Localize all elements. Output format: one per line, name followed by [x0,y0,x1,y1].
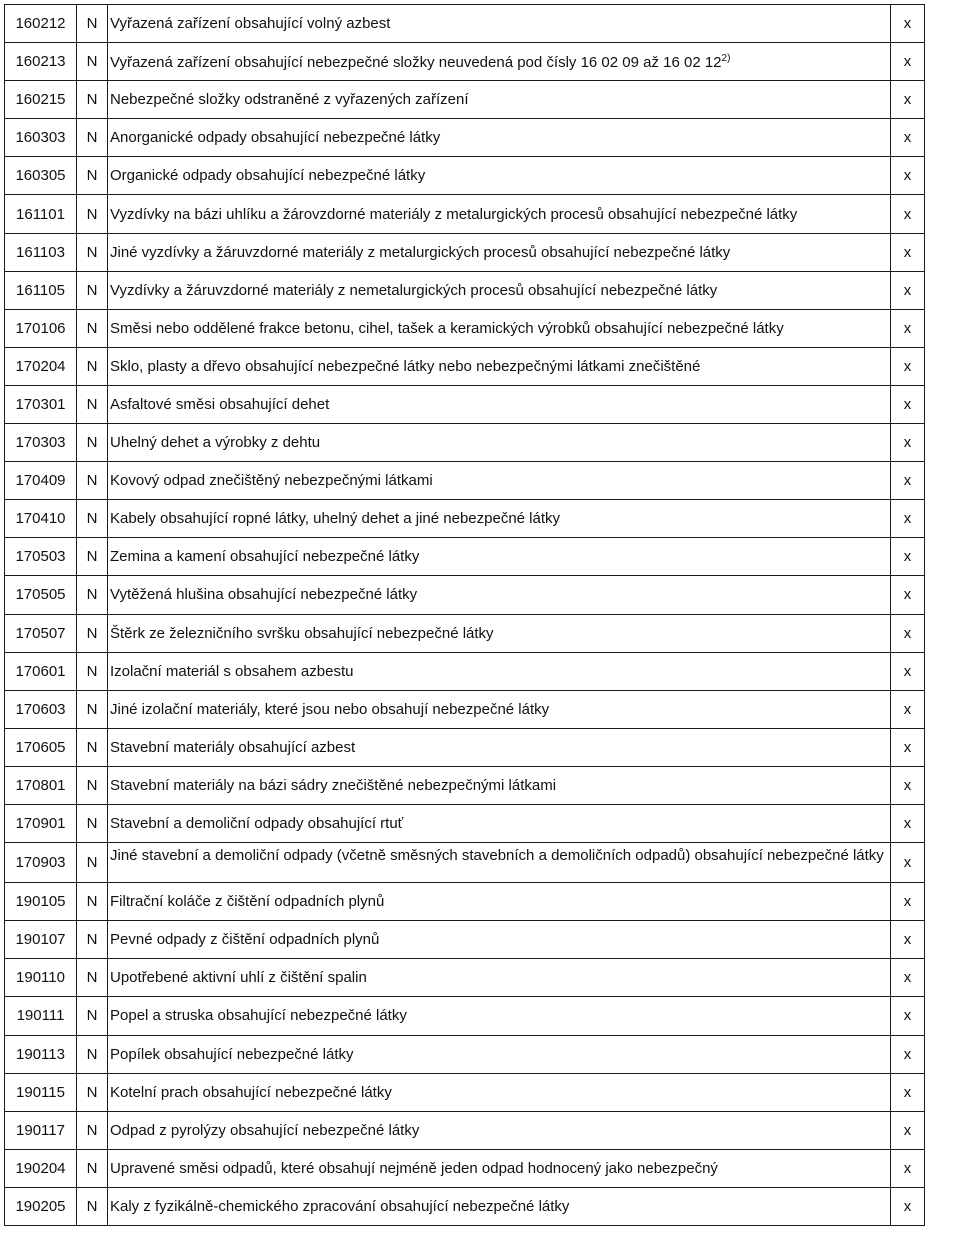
description-text: Kabely obsahující ropné látky, uhelný dehet a jiné nebezpečné látky [110,510,561,528]
table-row [5,728,925,766]
waste-code-cell: 170106 [5,309,77,347]
description-cell [108,690,891,728]
waste-code-cell: 170409 [5,462,77,500]
description-text: Sklo, plasty a dřevo obsahující nebezpečné látky nebo nebezpečnými látkami znečištěné [110,357,701,375]
waste-catalogue-table [4,4,925,1226]
category-cell: N [77,1111,108,1149]
table-row [5,43,925,81]
table-row [5,81,925,119]
description-cell [108,576,891,614]
table-row [5,347,925,385]
mark-cell: x [891,195,925,233]
description-cell [108,843,891,883]
description-text: Vyzdívky na bázi uhlíku a žárovzdorné materiály z metalurgických procesů obsahující nebezpečné látky [110,205,798,223]
mark-cell: x [891,614,925,652]
description-text: Popel a struska obsahující nebezpečné látky [110,1007,407,1025]
mark-cell: x [891,309,925,347]
category-cell: N [77,43,108,81]
table-row [5,843,925,883]
table-row [5,195,925,233]
category-cell: N [77,81,108,119]
mark-cell: x [891,959,925,997]
category-cell: N [77,119,108,157]
mark-cell: x [891,728,925,766]
waste-code-cell: 190107 [5,921,77,959]
waste-code-cell: 161105 [5,271,77,309]
mark-cell: x [891,157,925,195]
waste-code-cell: 190205 [5,1187,77,1225]
category-cell: N [77,766,108,804]
category-cell: N [77,883,108,921]
description-text: Stavební materiály obsahující azbest [110,738,356,756]
waste-code-cell: 170801 [5,766,77,804]
category-cell: N [77,347,108,385]
mark-cell: x [891,576,925,614]
waste-code-cell: 160215 [5,81,77,119]
description-cell [108,309,891,347]
description-cell [108,1111,891,1149]
table-row [5,652,925,690]
table-row [5,1149,925,1187]
description-cell [108,157,891,195]
waste-code-cell: 170903 [5,843,77,883]
waste-code-cell: 160305 [5,157,77,195]
category-cell: N [77,424,108,462]
table-row [5,538,925,576]
description-text: Vyřazená zařízení obsahující nebezpečné složky neuvedená pod čísly 16 02 09 až 16 02 12 [110,53,722,71]
category-cell: N [77,500,108,538]
mark-cell: x [891,766,925,804]
description-text: Jiné vyzdívky a žáruvzdorné materiály z metalurgických procesů obsahující nebezpečné látky [110,243,731,261]
mark-cell: x [891,43,925,81]
footnote-marker: 2) [721,52,731,64]
table-body [5,5,925,1226]
table-row [5,271,925,309]
category-cell: N [77,652,108,690]
table-row [5,1111,925,1149]
description-text: Asfaltové směsi obsahující dehet [110,395,330,413]
table-row [5,614,925,652]
table-row [5,804,925,842]
table-row [5,959,925,997]
description-cell [108,233,891,271]
description-text: Jiné izolační materiály, které jsou nebo obsahují nebezpečné látky [110,700,550,718]
mark-cell: x [891,271,925,309]
category-cell: N [77,959,108,997]
waste-code-cell: 170204 [5,347,77,385]
description-cell [108,728,891,766]
description-cell [108,5,891,43]
waste-code-cell: 161101 [5,195,77,233]
description-cell [108,1035,891,1073]
description-text: Vyřazená zařízení obsahující volný azbest [110,15,391,33]
description-cell [108,385,891,423]
table-row [5,309,925,347]
description-text: Pevné odpady z čištění odpadních plynů [110,931,380,949]
table-row [5,500,925,538]
table-row [5,997,925,1035]
category-cell: N [77,1187,108,1225]
mark-cell: x [891,921,925,959]
description-text: Vyzdívky a žáruvzdorné materiály z nemetalurgických procesů obsahující nebezpečné látky [110,281,718,299]
mark-cell: x [891,652,925,690]
description-cell [108,921,891,959]
table-row [5,385,925,423]
table-row [5,119,925,157]
description-text: Stavební a demoliční odpady obsahující rtuť [110,815,404,833]
mark-cell: x [891,1149,925,1187]
category-cell: N [77,233,108,271]
table-row [5,1073,925,1111]
waste-code-cell: 170503 [5,538,77,576]
mark-cell: x [891,883,925,921]
waste-code-cell: 170505 [5,576,77,614]
category-cell: N [77,309,108,347]
description-cell [108,766,891,804]
category-cell: N [77,921,108,959]
mark-cell: x [891,462,925,500]
category-cell: N [77,1035,108,1073]
mark-cell: x [891,500,925,538]
description-cell [108,424,891,462]
mark-cell: x [891,119,925,157]
description-cell [108,500,891,538]
mark-cell: x [891,81,925,119]
mark-cell: x [891,843,925,883]
category-cell: N [77,5,108,43]
table-row [5,921,925,959]
table-row [5,576,925,614]
mark-cell: x [891,1035,925,1073]
category-cell: N [77,271,108,309]
waste-code-cell: 170301 [5,385,77,423]
description-text: Filtrační koláče z čištění odpadních plynů [110,893,385,911]
waste-code-cell: 170603 [5,690,77,728]
table-row [5,883,925,921]
table-row [5,233,925,271]
mark-cell: x [891,538,925,576]
waste-code-cell: 170303 [5,424,77,462]
category-cell: N [77,997,108,1035]
waste-code-cell: 160303 [5,119,77,157]
category-cell: N [77,804,108,842]
category-cell: N [77,538,108,576]
description-cell [108,804,891,842]
table-row [5,5,925,43]
table-row [5,424,925,462]
description-text: Uhelný dehet a výrobky z dehtu [110,434,321,452]
table-row [5,157,925,195]
waste-code-cell: 190115 [5,1073,77,1111]
description-text: Izolační materiál s obsahem azbestu [110,662,354,680]
category-cell: N [77,576,108,614]
description-text: Směsi nebo oddělené frakce betonu, cihel, tašek a keramických výrobků obsahující nebezpečné látky [110,319,784,337]
description-cell [108,43,891,81]
description-cell [108,614,891,652]
category-cell: N [77,728,108,766]
description-cell [108,1073,891,1111]
mark-cell: x [891,424,925,462]
waste-code-cell: 190117 [5,1111,77,1149]
mark-cell: x [891,233,925,271]
description-cell [108,271,891,309]
category-cell: N [77,385,108,423]
table-row [5,766,925,804]
description-text: Kotelní prach obsahující nebezpečné látky [110,1083,392,1101]
mark-cell: x [891,5,925,43]
description-cell [108,195,891,233]
description-cell [108,462,891,500]
category-cell: N [77,1073,108,1111]
description-text: Upravené směsi odpadů, které obsahují nejméně jeden odpad hodnocený jako nebezpečný [110,1159,718,1177]
waste-code-cell: 170410 [5,500,77,538]
description-text: Vytěžená hlušina obsahující nebezpečné látky [110,586,418,604]
waste-code-cell: 161103 [5,233,77,271]
waste-code-cell: 160213 [5,43,77,81]
waste-code-cell: 190111 [5,997,77,1035]
description-cell [108,1187,891,1225]
description-cell [108,652,891,690]
description-text: Kaly z fyzikálně-chemického zpracování obsahující nebezpečné látky [110,1197,570,1215]
description-text: Kovový odpad znečištěný nebezpečnými látkami [110,472,433,490]
description-cell [108,959,891,997]
category-cell: N [77,195,108,233]
description-text: Popílek obsahující nebezpečné látky [110,1045,354,1063]
description-cell [108,119,891,157]
waste-code-cell: 160212 [5,5,77,43]
waste-code-cell: 190110 [5,959,77,997]
table-row [5,1035,925,1073]
mark-cell: x [891,1073,925,1111]
description-cell [108,1149,891,1187]
mark-cell: x [891,385,925,423]
description-cell [108,347,891,385]
description-text: Organické odpady obsahující nebezpečné látky [110,167,426,185]
waste-code-cell: 170601 [5,652,77,690]
description-text: Odpad z pyrolýzy obsahující nebezpečné látky [110,1121,420,1139]
description-cell [108,883,891,921]
category-cell: N [77,614,108,652]
table-row [5,1187,925,1225]
category-cell: N [77,843,108,883]
description-text: Nebezpečné složky odstraněné z vyřazených zařízení [110,91,469,109]
category-cell: N [77,690,108,728]
mark-cell: x [891,804,925,842]
description-text: Jiné stavební a demoliční odpady (včetně směsných stavebních a demoličních odpadů) obsahující nebezpečné látky [110,847,884,865]
description-text: Stavební materiály na bázi sádry znečištěné nebezpečnými látkami [110,776,557,794]
waste-code-cell: 170507 [5,614,77,652]
description-cell [108,81,891,119]
mark-cell: x [891,347,925,385]
table-row [5,690,925,728]
mark-cell: x [891,997,925,1035]
description-text: Zemina a kamení obsahující nebezpečné látky [110,548,420,566]
description-text: Anorganické odpady obsahující nebezpečné látky [110,129,441,147]
mark-cell: x [891,1187,925,1225]
description-cell [108,538,891,576]
waste-code-cell: 170901 [5,804,77,842]
category-cell: N [77,462,108,500]
waste-code-cell: 190204 [5,1149,77,1187]
category-cell: N [77,157,108,195]
description-text: Štěrk ze železničního svršku obsahující nebezpečné látky [110,624,494,642]
waste-code-cell: 170605 [5,728,77,766]
description-cell [108,997,891,1035]
description-text: Upotřebené aktivní uhlí z čištění spalin [110,969,367,987]
mark-cell: x [891,690,925,728]
table-row [5,462,925,500]
waste-code-cell: 190113 [5,1035,77,1073]
category-cell: N [77,1149,108,1187]
mark-cell: x [891,1111,925,1149]
waste-code-cell: 190105 [5,883,77,921]
